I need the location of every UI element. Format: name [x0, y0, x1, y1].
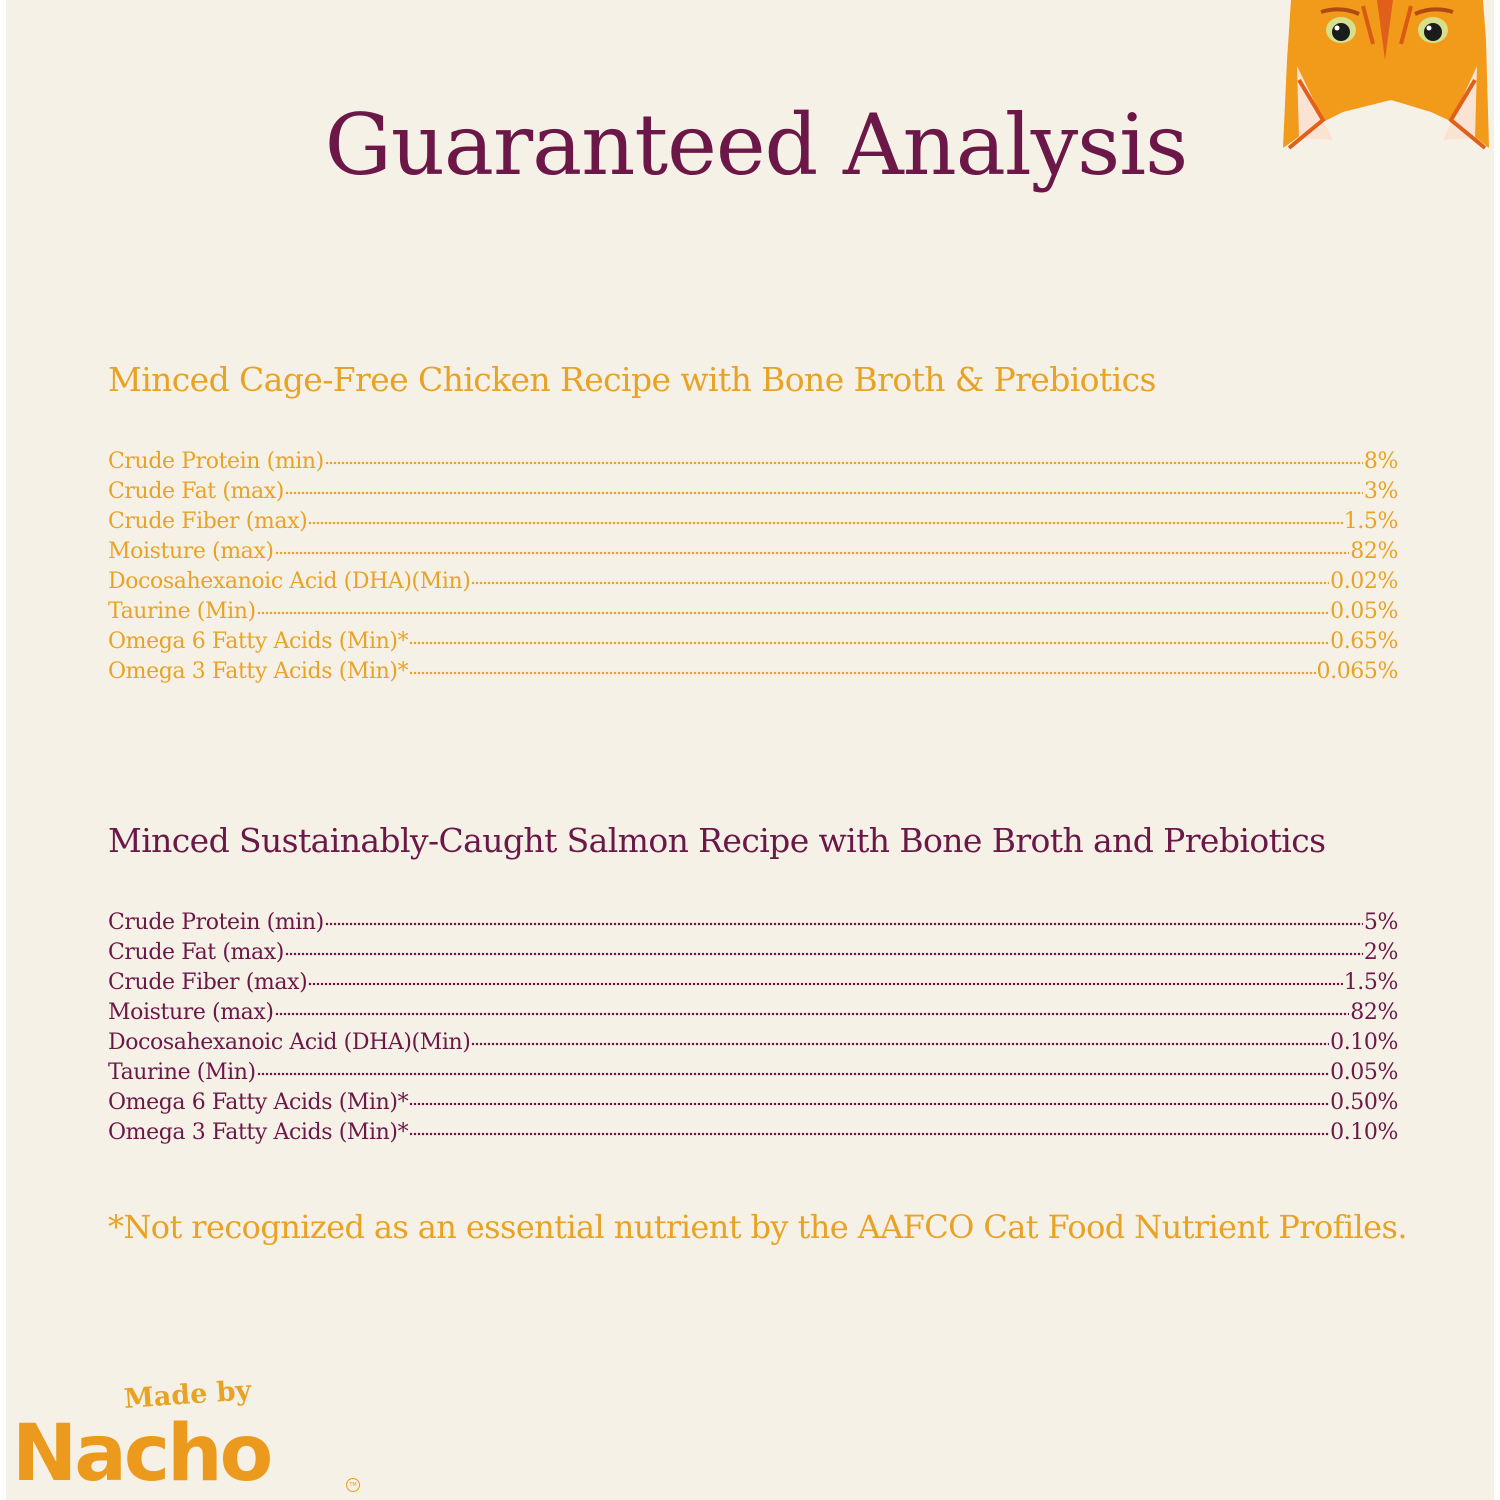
footnote: *Not recognized as an essential nutrient by the AAFCO Cat Food Nutrient Profiles.: [108, 1208, 1407, 1246]
nutrient-label: Crude Protein (min): [108, 910, 324, 935]
analysis-section-chicken: [108, 360, 1398, 687]
analysis-row: [108, 567, 1398, 597]
logo-wordmark: Nacho: [12, 1409, 271, 1499]
dot-leader: [285, 491, 1363, 495]
nutrient-label: Docosahexanoic Acid (DHA)(Min): [108, 569, 471, 594]
dot-leader: [308, 521, 1342, 525]
analysis-row: [108, 1088, 1398, 1118]
nutrient-label: Crude Fiber (max): [108, 509, 308, 534]
page: [6, 0, 1494, 1500]
dot-leader: [409, 641, 1329, 645]
analysis-list: [108, 447, 1398, 687]
nutrient-value: 82%: [1350, 1000, 1398, 1025]
nutrient-label: Docosahexanoic Acid (DHA)(Min): [108, 1030, 471, 1055]
analysis-row: [108, 507, 1398, 537]
dot-leader: [409, 1132, 1329, 1136]
nutrient-value: 2%: [1363, 940, 1398, 965]
analysis-row: [108, 968, 1398, 998]
analysis-row: [108, 657, 1398, 687]
analysis-row: [108, 477, 1398, 507]
dot-leader: [308, 982, 1342, 986]
nutrient-value: 1.5%: [1343, 509, 1398, 534]
nutrient-label: Taurine (Min): [108, 1060, 256, 1085]
analysis-row: [108, 1118, 1398, 1148]
analysis-row: [108, 1028, 1398, 1058]
nutrient-label: Crude Fiber (max): [108, 970, 308, 995]
nutrient-value: 0.50%: [1330, 1090, 1398, 1115]
dot-leader: [275, 1012, 1350, 1016]
nutrient-value: 0.65%: [1330, 629, 1398, 654]
analysis-list: [108, 908, 1398, 1148]
nutrient-label: Crude Fat (max): [108, 479, 284, 504]
dot-leader: [325, 922, 1363, 926]
nutrient-value: 1.5%: [1343, 970, 1398, 995]
analysis-row: [108, 597, 1398, 627]
dot-leader: [471, 1042, 1329, 1046]
analysis-row: [108, 627, 1398, 657]
nutrient-label: Omega 3 Fatty Acids (Min)*: [108, 1120, 409, 1145]
dot-leader: [257, 1072, 1329, 1076]
dot-leader: [275, 551, 1350, 555]
page-title: Guaranteed Analysis: [324, 96, 1188, 194]
nutrient-value: 0.065%: [1316, 659, 1398, 684]
section-heading: Minced Sustainably-Caught Salmon Recipe with Bone Broth and Prebiotics: [108, 821, 1326, 860]
nutrient-value: 5%: [1363, 910, 1398, 935]
trademark-mark: TM: [346, 1478, 360, 1492]
nutrient-value: 0.10%: [1330, 1030, 1398, 1055]
nutrient-label: Taurine (Min): [108, 599, 256, 624]
logo-tagline: Made by: [122, 1375, 253, 1415]
dot-leader: [285, 952, 1363, 956]
analysis-row: [108, 998, 1398, 1028]
nutrient-label: Crude Protein (min): [108, 449, 324, 474]
nutrient-value: 0.05%: [1330, 599, 1398, 624]
nutrient-label: Omega 6 Fatty Acids (Min)*: [108, 629, 409, 654]
section-heading: Minced Cage-Free Chicken Recipe with Bone Broth & Prebiotics: [108, 360, 1156, 399]
dot-leader: [409, 671, 1315, 675]
dot-leader: [409, 1102, 1329, 1106]
analysis-row: [108, 447, 1398, 477]
analysis-row: [108, 537, 1398, 567]
dot-leader: [257, 611, 1329, 615]
analysis-row: [108, 938, 1398, 968]
nutrient-value: 8%: [1363, 449, 1398, 474]
nutrient-value: 82%: [1350, 539, 1398, 564]
analysis-row: [108, 908, 1398, 938]
nutrient-label: Crude Fat (max): [108, 940, 284, 965]
dot-leader: [325, 461, 1363, 465]
nutrient-label: Moisture (max): [108, 539, 274, 564]
nutrient-value: 0.02%: [1330, 569, 1398, 594]
dot-leader: [471, 581, 1329, 585]
brand-logo: [12, 1375, 372, 1499]
nutrient-value: 0.10%: [1330, 1120, 1398, 1145]
nutrient-value: 3%: [1363, 479, 1398, 504]
nutrient-label: Omega 6 Fatty Acids (Min)*: [108, 1090, 409, 1115]
nutrient-value: 0.05%: [1330, 1060, 1398, 1085]
analysis-section-salmon: [108, 821, 1398, 1148]
nutrient-label: Omega 3 Fatty Acids (Min)*: [108, 659, 409, 684]
nutrient-label: Moisture (max): [108, 1000, 274, 1025]
analysis-row: [108, 1058, 1398, 1088]
